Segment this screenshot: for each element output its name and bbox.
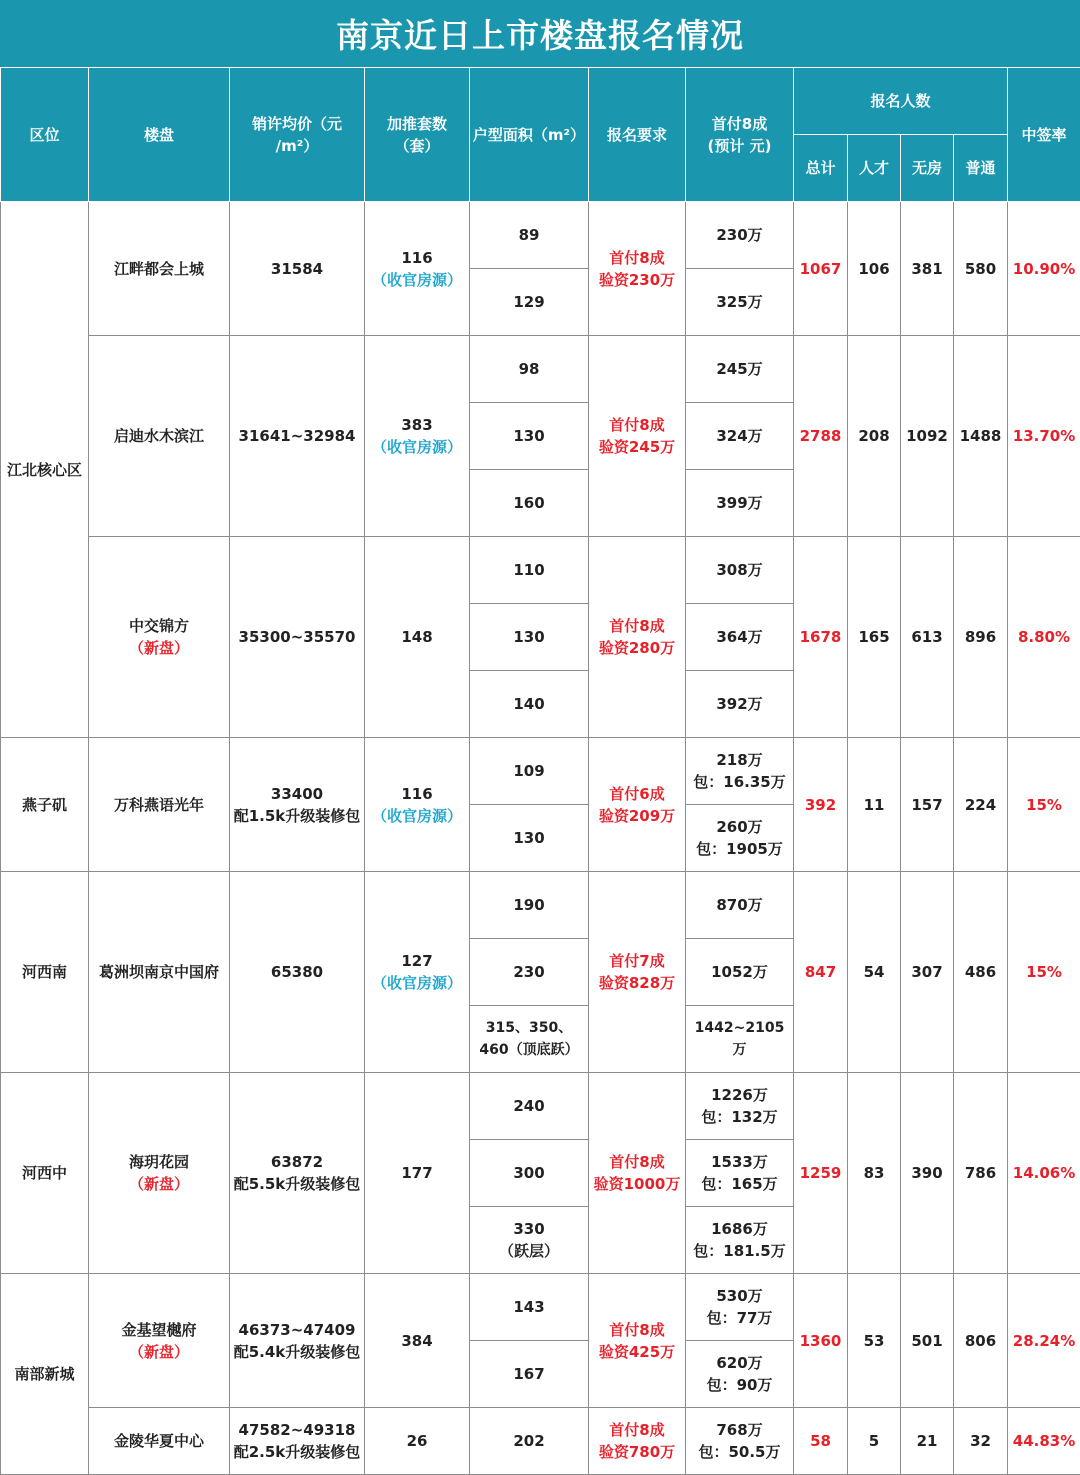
requirement-cell: 首付8成 验资780万 bbox=[589, 1408, 686, 1475]
talent-cell: 208 bbox=[848, 336, 901, 537]
requirement-cell: 首付8成 验资1000万 bbox=[589, 1073, 686, 1274]
header-requirement: 报名要求 bbox=[589, 68, 686, 202]
total-cell: 2788 bbox=[794, 336, 848, 537]
requirement-cell: 首付7成 验资828万 bbox=[589, 872, 686, 1073]
header-district: 区位 bbox=[1, 68, 89, 202]
area-cell: 230 bbox=[470, 939, 589, 1006]
normal-cell: 580 bbox=[954, 202, 1008, 336]
nohouse-cell: 390 bbox=[901, 1073, 954, 1274]
price-cell: 65380 bbox=[230, 872, 365, 1073]
downpay-cell: 1686万 包：181.5万 bbox=[686, 1207, 794, 1274]
area-cell: 98 bbox=[470, 336, 589, 403]
header-rate: 中签率 bbox=[1008, 68, 1080, 202]
talent-cell: 165 bbox=[848, 537, 901, 738]
units-cell: 116 （收官房源） bbox=[365, 738, 470, 872]
talent-cell: 54 bbox=[848, 872, 901, 1073]
district-cell: 江北核心区 bbox=[1, 202, 89, 738]
housing-table bbox=[0, 67, 1080, 1475]
price-cell: 63872 配5.5k升级装修包 bbox=[230, 1073, 365, 1274]
talent-cell: 5 bbox=[848, 1408, 901, 1475]
header-normal: 普通 bbox=[954, 135, 1008, 202]
project-name: 金基望樾府 （新盘） bbox=[89, 1274, 230, 1408]
requirement-cell: 首付8成 验资245万 bbox=[589, 336, 686, 537]
units-cell: 383 （收官房源） bbox=[365, 336, 470, 537]
units-cell: 116 （收官房源） bbox=[365, 202, 470, 336]
price-cell: 35300~35570 bbox=[230, 537, 365, 738]
area-cell: 143 bbox=[470, 1274, 589, 1341]
downpay-cell: 364万 bbox=[686, 604, 794, 671]
talent-cell: 106 bbox=[848, 202, 901, 336]
area-cell: 300 bbox=[470, 1140, 589, 1207]
rate-cell: 14.06% bbox=[1008, 1073, 1080, 1274]
rate-cell: 8.80% bbox=[1008, 537, 1080, 738]
downpay-cell: 768万 包：50.5万 bbox=[686, 1408, 794, 1475]
area-cell: 130 bbox=[470, 403, 589, 470]
district-cell: 燕子矶 bbox=[1, 738, 89, 872]
area-cell: 190 bbox=[470, 872, 589, 939]
price-cell: 33400 配1.5k升级装修包 bbox=[230, 738, 365, 872]
rate-cell: 15% bbox=[1008, 872, 1080, 1073]
total-cell: 1678 bbox=[794, 537, 848, 738]
units-cell: 384 bbox=[365, 1274, 470, 1408]
district-cell: 南部新城 bbox=[1, 1274, 89, 1475]
normal-cell: 486 bbox=[954, 872, 1008, 1073]
normal-cell: 806 bbox=[954, 1274, 1008, 1408]
requirement-cell: 首付8成 验资280万 bbox=[589, 537, 686, 738]
nohouse-cell: 381 bbox=[901, 202, 954, 336]
normal-cell: 32 bbox=[954, 1408, 1008, 1475]
talent-cell: 53 bbox=[848, 1274, 901, 1408]
project-name: 启迪水木滨江 bbox=[89, 336, 230, 537]
area-cell: 130 bbox=[470, 805, 589, 872]
total-cell: 1259 bbox=[794, 1073, 848, 1274]
downpay-cell: 324万 bbox=[686, 403, 794, 470]
header-nohouse: 无房 bbox=[901, 135, 954, 202]
area-cell: 202 bbox=[470, 1408, 589, 1475]
downpay-cell: 218万 包：16.35万 bbox=[686, 738, 794, 805]
requirement-cell: 首付8成 验资230万 bbox=[589, 202, 686, 336]
project-name: 万科燕语光年 bbox=[89, 738, 230, 872]
area-cell: 140 bbox=[470, 671, 589, 738]
downpay-cell: 1226万 包：132万 bbox=[686, 1073, 794, 1140]
downpay-cell: 308万 bbox=[686, 537, 794, 604]
header-project: 楼盘 bbox=[89, 68, 230, 202]
downpay-cell: 1052万 bbox=[686, 939, 794, 1006]
header-area: 户型面积（m²） bbox=[470, 68, 589, 202]
nohouse-cell: 157 bbox=[901, 738, 954, 872]
downpay-cell: 1442~2105万 bbox=[686, 1006, 794, 1073]
nohouse-cell: 307 bbox=[901, 872, 954, 1073]
units-cell: 177 bbox=[365, 1073, 470, 1274]
rate-cell: 10.90% bbox=[1008, 202, 1080, 336]
nohouse-cell: 21 bbox=[901, 1408, 954, 1475]
area-cell: 110 bbox=[470, 537, 589, 604]
district-cell: 河西中 bbox=[1, 1073, 89, 1274]
header-units: 加推套数 （套） bbox=[365, 68, 470, 202]
downpay-cell: 399万 bbox=[686, 470, 794, 537]
normal-cell: 1488 bbox=[954, 336, 1008, 537]
area-cell: 160 bbox=[470, 470, 589, 537]
price-cell: 31641~32984 bbox=[230, 336, 365, 537]
project-name: 葛洲坝南京中国府 bbox=[89, 872, 230, 1073]
total-cell: 58 bbox=[794, 1408, 848, 1475]
talent-cell: 11 bbox=[848, 738, 901, 872]
page-title: 南京近日上市楼盘报名情况 bbox=[0, 0, 1080, 67]
rate-cell: 15% bbox=[1008, 738, 1080, 872]
area-cell: 130 bbox=[470, 604, 589, 671]
total-cell: 847 bbox=[794, 872, 848, 1073]
rate-cell: 28.24% bbox=[1008, 1274, 1080, 1408]
talent-cell: 83 bbox=[848, 1073, 901, 1274]
downpay-cell: 325万 bbox=[686, 269, 794, 336]
project-name: 江畔都会上城 bbox=[89, 202, 230, 336]
requirement-cell: 首付8成 验资425万 bbox=[589, 1274, 686, 1408]
area-cell: 89 bbox=[470, 202, 589, 269]
project-name: 海玥花园 （新盘） bbox=[89, 1073, 230, 1274]
rate-cell: 13.70% bbox=[1008, 336, 1080, 537]
area-cell: 330 （跃层） bbox=[470, 1207, 589, 1274]
downpay-cell: 260万 包：1905万 bbox=[686, 805, 794, 872]
area-cell: 109 bbox=[470, 738, 589, 805]
nohouse-cell: 613 bbox=[901, 537, 954, 738]
header-price: 销许均价（元 /m²） bbox=[230, 68, 365, 202]
downpay-cell: 230万 bbox=[686, 202, 794, 269]
requirement-cell: 首付6成 验资209万 bbox=[589, 738, 686, 872]
project-name: 金陵华夏中心 bbox=[89, 1408, 230, 1475]
area-cell: 167 bbox=[470, 1341, 589, 1408]
rate-cell: 44.83% bbox=[1008, 1408, 1080, 1475]
district-cell: 河西南 bbox=[1, 872, 89, 1073]
area-cell: 240 bbox=[470, 1073, 589, 1140]
normal-cell: 224 bbox=[954, 738, 1008, 872]
downpay-cell: 1533万 包：165万 bbox=[686, 1140, 794, 1207]
nohouse-cell: 501 bbox=[901, 1274, 954, 1408]
downpay-cell: 620万 包：90万 bbox=[686, 1341, 794, 1408]
area-cell: 129 bbox=[470, 269, 589, 336]
price-cell: 47582~49318 配2.5k升级装修包 bbox=[230, 1408, 365, 1475]
units-cell: 26 bbox=[365, 1408, 470, 1475]
downpay-cell: 530万 包：77万 bbox=[686, 1274, 794, 1341]
units-cell: 127 （收官房源） bbox=[365, 872, 470, 1073]
total-cell: 1360 bbox=[794, 1274, 848, 1408]
total-cell: 1067 bbox=[794, 202, 848, 336]
normal-cell: 896 bbox=[954, 537, 1008, 738]
downpay-cell: 245万 bbox=[686, 336, 794, 403]
downpay-cell: 392万 bbox=[686, 671, 794, 738]
nohouse-cell: 1092 bbox=[901, 336, 954, 537]
header-applicants: 报名人数 bbox=[794, 68, 1008, 135]
area-cell: 315、350、 460（顶底跃） bbox=[470, 1006, 589, 1073]
total-cell: 392 bbox=[794, 738, 848, 872]
normal-cell: 786 bbox=[954, 1073, 1008, 1274]
project-name: 中交锦方 （新盘） bbox=[89, 537, 230, 738]
downpay-cell: 870万 bbox=[686, 872, 794, 939]
price-cell: 46373~47409 配5.4k升级装修包 bbox=[230, 1274, 365, 1408]
header-downpay: 首付8成 (预计 元) bbox=[686, 68, 794, 202]
header-talent: 人才 bbox=[848, 135, 901, 202]
price-cell: 31584 bbox=[230, 202, 365, 336]
units-cell: 148 bbox=[365, 537, 470, 738]
header-total: 总计 bbox=[794, 135, 848, 202]
